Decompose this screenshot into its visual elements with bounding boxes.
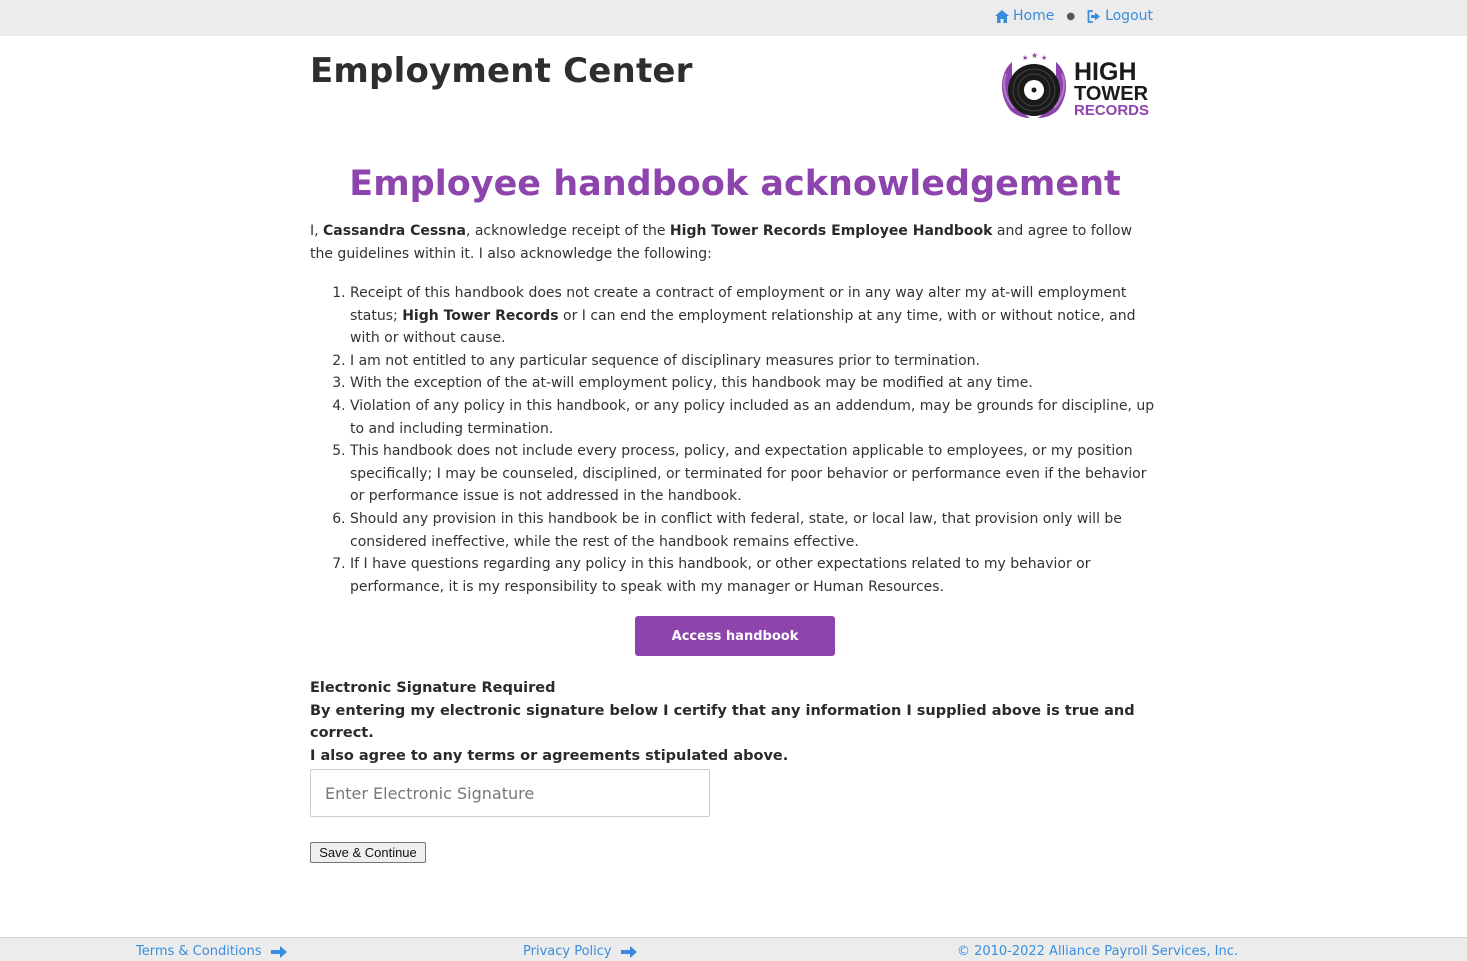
company-name: High Tower Records	[402, 307, 559, 324]
arrow-right-icon	[621, 945, 638, 959]
top-nav	[995, 8, 1153, 24]
signature-agree-text: I also agree to any terms or agreements stipulated above.	[310, 748, 789, 765]
copyright-text: © 2010-2022 Alliance Payroll Services, Inc.	[956, 944, 1238, 959]
signature-certify-text: By entering my electronic signature below I certify that any information I supplied above is true and correct.	[310, 702, 1135, 742]
nav-separator: ●	[1066, 10, 1076, 22]
high-tower-records-logo	[996, 50, 1152, 120]
list-item: 2. I am not entitled to any particular sequence of disciplinary measures prior to termination.	[350, 350, 1160, 373]
list-item-text: or I can end the employment relationship at any time, with or without notice, and with or without cause.	[350, 307, 1136, 347]
terms-conditions-label: Terms & Conditions	[136, 944, 262, 959]
acknowledgement-list	[310, 282, 1160, 598]
arrow-right-icon	[271, 945, 288, 959]
electronic-signature-input[interactable]	[310, 769, 710, 817]
logo-line-1: HIGH	[1074, 58, 1137, 86]
intro-prefix: I,	[310, 223, 324, 239]
access-handbook-button[interactable]: Access handbook	[635, 616, 835, 656]
footer	[0, 937, 1467, 961]
list-item: 7. If I have questions regarding any policy in this handbook, or other expectations related to my behavior or performance, it is my responsibility to speak with my manager or Human Resources.	[350, 553, 1160, 598]
home-link-label: Home	[1012, 8, 1055, 24]
logo-line-3: RECORDS	[1074, 102, 1150, 119]
terms-conditions-link[interactable]	[136, 944, 288, 959]
list-item: 4. Violation of any policy in this handbook, or any policy included as an addendum, may be grounds for discipline, up to and including termination.	[350, 395, 1160, 440]
list-item	[350, 282, 1160, 350]
top-bar	[0, 0, 1467, 36]
svg-text:★: ★	[1041, 54, 1048, 62]
privacy-policy-link[interactable]	[523, 944, 638, 959]
home-icon	[995, 10, 1009, 23]
intro-paragraph	[310, 220, 1150, 266]
list-item: 3. With the exception of the at-will employment policy, this handbook may be modified at any time.	[350, 372, 1160, 395]
list-item: 5. This handbook does not include every process, policy, and expectation applicable to employees, or my position specifically; I may be counseled, disciplined, or terminated for poor behavior or performance even if the behavior or performance issue is not addressed in the handbook.	[350, 440, 1160, 508]
intro-suffix: and agree to follow the guidelines within it. I also acknowledge the following:	[310, 223, 1133, 262]
logout-link-label: Logout	[1105, 8, 1153, 24]
svg-text:★: ★	[1022, 54, 1029, 62]
save-continue-button[interactable]: Save & Continue	[310, 842, 426, 863]
handbook-name: High Tower Records Employee Handbook	[669, 223, 993, 239]
intro-middle: , acknowledge receipt of the	[465, 223, 670, 239]
svg-text:★: ★	[1031, 51, 1039, 60]
logout-link[interactable]	[1087, 8, 1153, 24]
logout-icon	[1087, 10, 1101, 23]
signature-instructions	[310, 677, 1160, 768]
privacy-policy-label: Privacy Policy	[523, 944, 612, 959]
section-heading: Employee handbook acknowledgement	[349, 164, 1121, 204]
list-item-text: Receipt of this handbook does not create a contract of employment or in any way alter my at-will employment status;	[350, 285, 1127, 324]
page-title: Employment Center	[310, 51, 693, 91]
list-item: 6. Should any provision in this handbook be in conflict with federal, state, or local law, that provision only will be considered ineffective, while the rest of the handbook remains effective.	[350, 508, 1160, 553]
signature-required-label: Electronic Signature Required	[310, 680, 556, 696]
logo-line-2: TOWER	[1074, 83, 1149, 105]
home-link[interactable]	[995, 8, 1054, 24]
employee-name: Cassandra Cessna	[323, 223, 466, 239]
